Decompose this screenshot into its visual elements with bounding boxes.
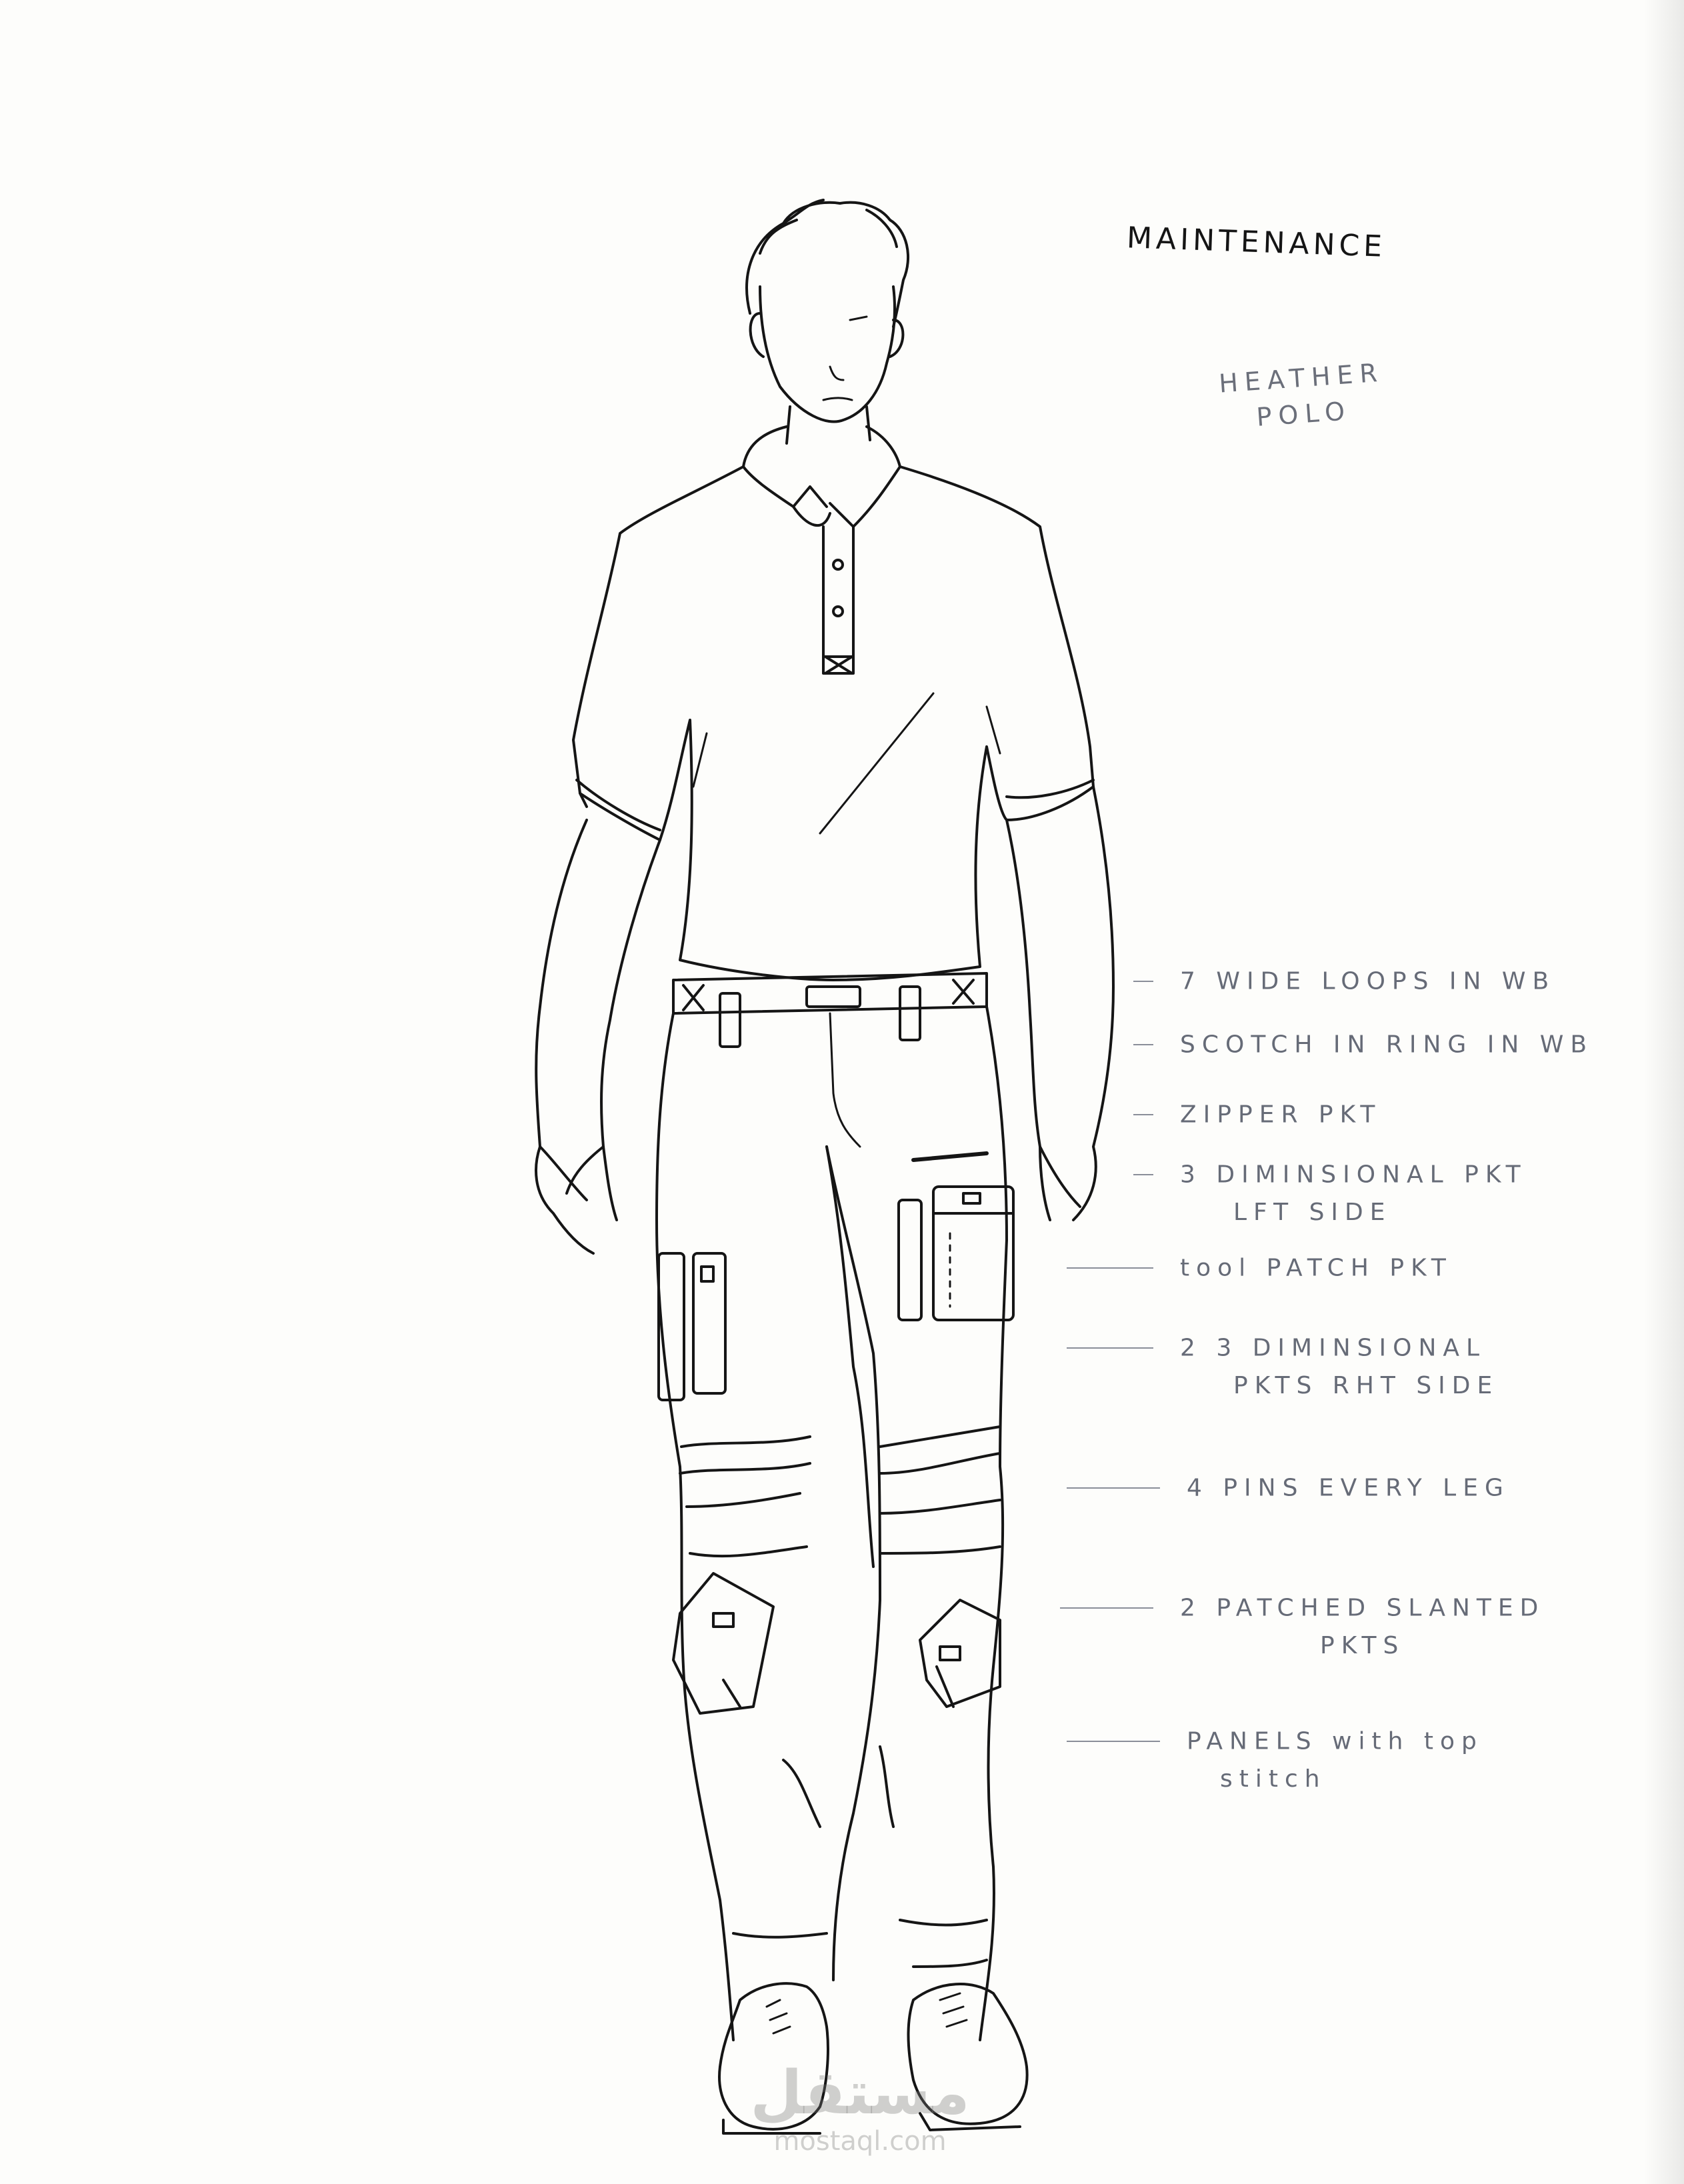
face xyxy=(751,287,903,422)
note-3d-pocket-left xyxy=(1133,1160,1527,1226)
knee-panel-right xyxy=(880,1427,1000,1553)
collar xyxy=(743,427,900,527)
nose xyxy=(830,367,843,380)
note-text-line2: PKTS xyxy=(1320,1632,1405,1659)
cargo-pocket-left-b xyxy=(693,1253,725,1393)
note-text: 2 PATCHED SLANTED xyxy=(1180,1594,1545,1622)
watermark xyxy=(727,2060,993,2156)
note-text: 2 3 DIMINSIONAL xyxy=(1180,1334,1487,1362)
note-text: 3 DIMINSIONAL PKT xyxy=(1180,1161,1527,1189)
hand-left xyxy=(540,1147,603,1200)
note-text: 7 WIDE LOOPS IN WB xyxy=(1180,967,1556,995)
note-text: PANELS with top xyxy=(1187,1727,1483,1755)
placket-x xyxy=(825,657,852,673)
note-text-line2: stitch xyxy=(1220,1765,1327,1793)
note-leader xyxy=(1067,1487,1160,1489)
shirt-note xyxy=(1218,354,1388,437)
note-text-line2: LFT SIDE xyxy=(1233,1199,1392,1226)
belt-tab-left xyxy=(720,993,740,1047)
placket-button-2 xyxy=(833,607,843,616)
note-leader xyxy=(1060,1607,1153,1609)
note-text: SCOTCH IN RING IN WB xyxy=(1180,1031,1594,1059)
watermark-arabic: مستقل xyxy=(750,2058,970,2128)
note-text: ZIPPER PKT xyxy=(1180,1101,1382,1129)
sleeve-hem-left xyxy=(577,780,660,830)
note-zipper-pocket xyxy=(1133,1100,1381,1129)
brow-right xyxy=(850,317,867,320)
slanted-pocket-right xyxy=(920,1600,1000,1707)
note-slanted-pockets xyxy=(1060,1593,1545,1659)
belt-tab-right xyxy=(900,987,920,1040)
note-leader xyxy=(1133,1174,1153,1175)
fly xyxy=(830,1013,860,1147)
note-3d-pockets-right xyxy=(1067,1333,1499,1399)
arm-right xyxy=(1007,787,1113,1220)
note-leader xyxy=(1133,1044,1153,1045)
placket xyxy=(823,527,853,673)
note-panels-top-stitch xyxy=(1067,1727,1483,1793)
cargo-pocket-left-b-tab xyxy=(701,1267,713,1281)
watermark-latin: mostaql.com xyxy=(773,2126,947,2157)
buckle xyxy=(807,987,860,1007)
belt-loop-right-x xyxy=(953,980,973,1003)
knee-panel-left xyxy=(680,1437,810,1556)
hand-right xyxy=(1040,1147,1080,1207)
note-leader xyxy=(1067,1267,1153,1269)
shirt-fold xyxy=(693,693,1000,833)
shirt-note-line2: POLO xyxy=(1255,396,1353,432)
note-text: 4 PINS EVERY LEG xyxy=(1187,1474,1510,1502)
note-pins-every-leg xyxy=(1067,1473,1510,1502)
shirt-body xyxy=(573,467,1093,980)
lower-panel-left xyxy=(733,1760,827,1937)
note-scotch-ring xyxy=(1133,1030,1593,1059)
cargo-pocket-right xyxy=(933,1187,1013,1320)
pants-left-leg xyxy=(657,1013,880,2040)
mouth xyxy=(823,398,852,400)
note-leader xyxy=(1133,981,1153,982)
note-leader xyxy=(1067,1347,1153,1349)
belt-loop-left-x xyxy=(683,985,703,1010)
sketch-title: MAINTENANCE xyxy=(1126,221,1387,264)
note-leader xyxy=(1133,1114,1153,1115)
note-leader xyxy=(1067,1741,1160,1742)
arm-left xyxy=(536,820,660,1253)
zipper-pocket xyxy=(913,1153,987,1160)
note-text: tool PATCH PKT xyxy=(1180,1254,1453,1282)
shirt-note-line1: HEATHER xyxy=(1217,357,1385,399)
boot-right-laces xyxy=(940,1993,967,2027)
note-wide-loops xyxy=(1133,967,1555,995)
hair xyxy=(747,200,908,327)
cargo-pocket-right-flap xyxy=(933,1193,1013,1213)
note-tool-patch-pocket xyxy=(1067,1253,1453,1282)
tool-pocket xyxy=(899,1200,921,1320)
placket-button-1 xyxy=(833,560,843,569)
boot-left-laces xyxy=(767,2000,790,2033)
note-text-line2: PKTS RHT SIDE xyxy=(1233,1372,1499,1399)
slanted-pocket-left xyxy=(673,1573,773,1713)
lower-panel-right xyxy=(880,1747,987,1967)
